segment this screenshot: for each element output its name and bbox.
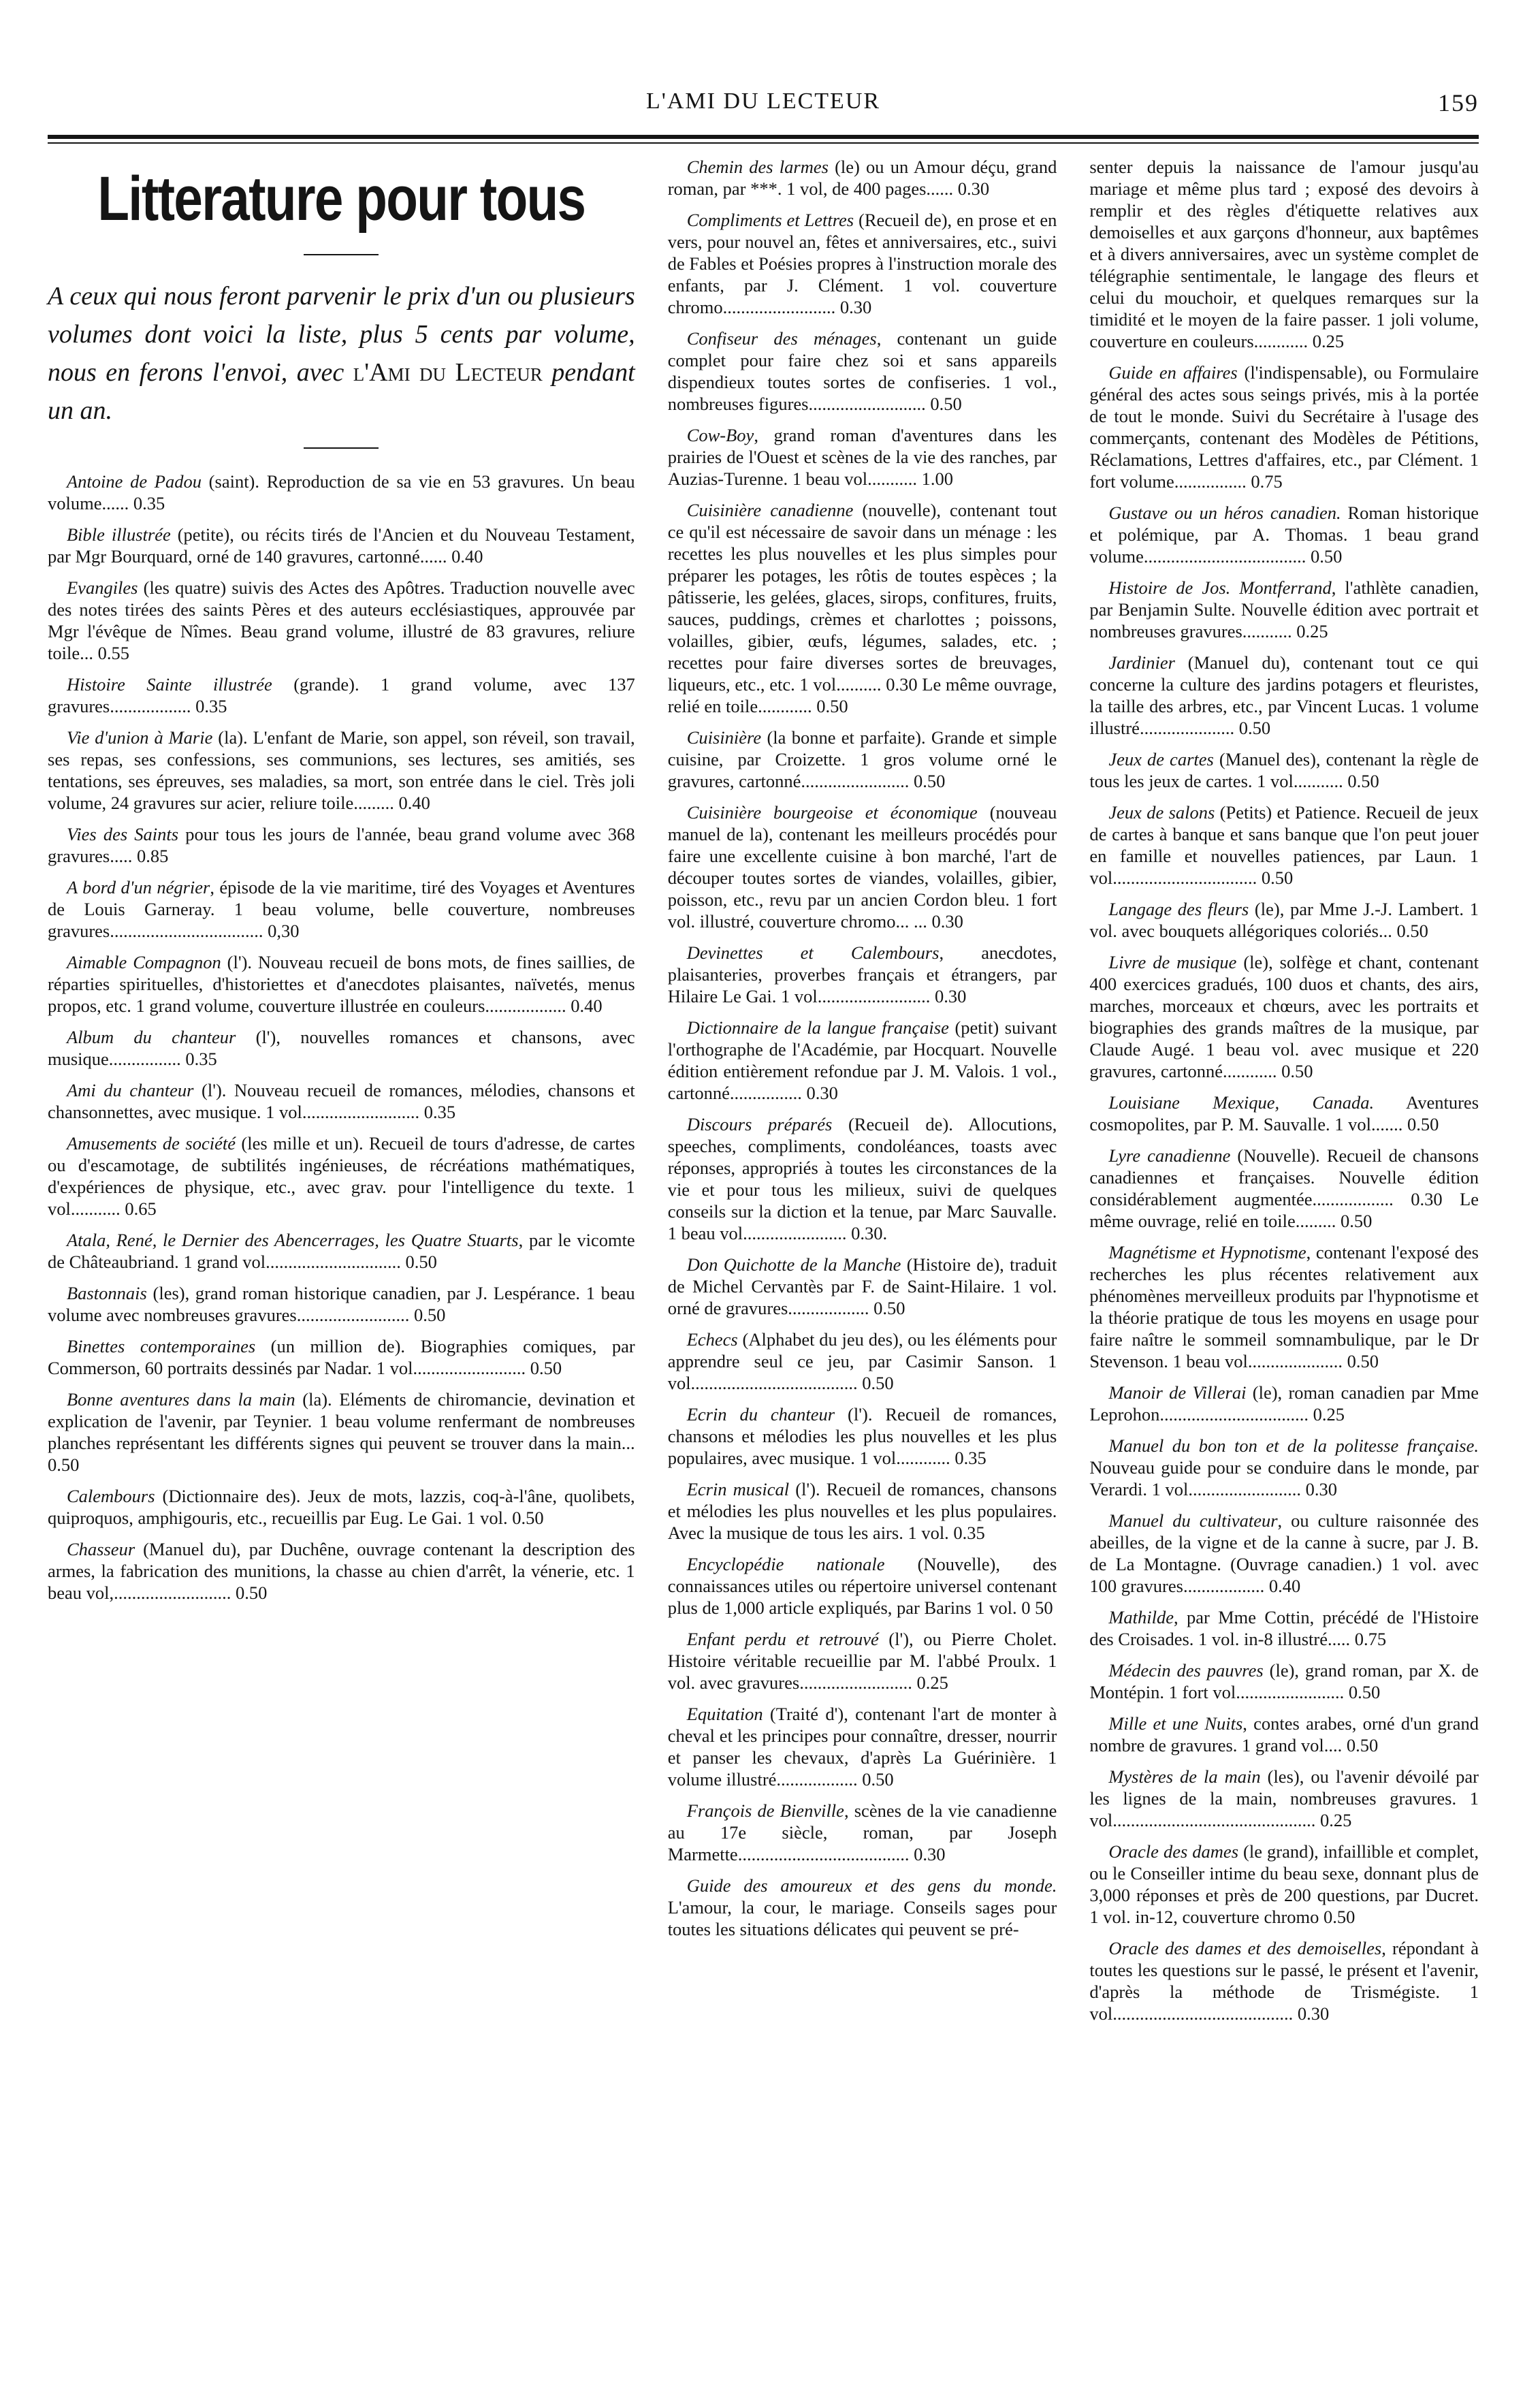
catalog-entry	[668, 1403, 1057, 1469]
catalog-entry	[48, 524, 635, 567]
entry-description: (l'), nouvelles romances et chansons, avec musique................ 0.35	[48, 1027, 635, 1069]
catalog-entry	[48, 727, 635, 814]
entry-list	[1089, 156, 1479, 2024]
catalog-entry	[668, 1254, 1057, 1319]
entry-description: (les quatre) suivis des Actes des Apôtres. Traduction nouvelle avec des notes tirées des saints Pères et des auteurs ecclésiastiques, approuvée par Mgr l'évêque de Nîmes. Beau grand volume, illustré de 83 gravures, reliure toile... 0.55	[48, 577, 635, 663]
entry-title: Oracle des dames	[1108, 1841, 1239, 1862]
catalog-entry	[1089, 1145, 1479, 1232]
entry-description: (le), grand roman, par X. de Montépin. 1 fort vol........................ 0.50	[1089, 1660, 1479, 1702]
catalog-entry	[1089, 898, 1479, 942]
catalog-entry	[48, 577, 635, 664]
entry-description: (les), ou l'avenir dévoilé par les lignes de la main, nombreuses gravures. 1 vol............................................. 0.25	[1089, 1766, 1479, 1830]
entry-title: Guide des amoureux et des gens du monde.	[686, 1875, 1057, 1896]
entry-title: Enfant perdu et retrouvé	[686, 1629, 879, 1649]
catalog-entry	[1089, 801, 1479, 889]
entry-description: , contes arabes, orné d'un grand nombre de gravures. 1 grand vol.... 0.50	[1089, 1713, 1479, 1755]
catalog-entry	[1089, 156, 1479, 352]
entry-title: Louisiane Mexique, Canada.	[1108, 1092, 1375, 1113]
entry-description: (la). L'enfant de Marie, son appel, son réveil, son travail, ses repas, ses confessions, ses communions, ses lectures, ses amitiés, ses tentations, ses épreuves, ses maladies, sa mort, son entrée dans le ciel. Très joli volume, 24 gravures sur acier, reliure toile......... 0.40	[48, 727, 635, 813]
entry-title: Mystères de la main	[1108, 1766, 1261, 1787]
entry-description: (petit) suivant l'orthographe de l'Académie, par Hocquart. Nouvelle édition entièrement refondue par J. M. Valois. 1 vol., cartonné................ 0.30	[667, 1017, 1057, 1103]
catalog-entry	[1089, 1659, 1479, 1703]
entry-description: (l'). Recueil de romances, chansons et mélodies les plus nouvelles et les plus populaires. Avec la musique de tous les airs. 1 vol. 0.35	[667, 1479, 1057, 1543]
catalog-entry	[48, 1132, 635, 1220]
catalog-entry	[48, 1079, 635, 1123]
entry-title: Histoire Sainte illustrée	[67, 674, 272, 695]
entry-description: (les mille et un). Recueil de tours d'adresse, de cartes ou d'escamotage, de subtilités ingénieuses, de récréations mathématiques, d'expériences de physique, etc., avec grav. pour l'intelligence du texte. 1 vol........... 0.65	[48, 1133, 635, 1219]
entry-description: (saint). Reproduction de sa vie en 53 gravures. Un beau volume...... 0.35	[48, 471, 635, 513]
entry-title: Calembours	[67, 1486, 155, 1506]
entry-description: , épisode de la vie maritime, tiré des Voyages et Aventures de Louis Garneray. 1 beau volume, belle couverture, nombreuses gravures.................................. 0,30	[48, 877, 635, 941]
catalog-entry	[48, 951, 635, 1017]
catalog-entry	[1089, 652, 1479, 739]
section-heading: Litterature pour tous	[97, 164, 585, 234]
entry-description: (Nouvelle). Recueil de chansons canadiennes et françaises. Nouvelle édition considérablement augmentée.................. 0.30 Le même ouvrage, relié en toile......... 0.50	[1089, 1145, 1479, 1231]
header-rule-thick	[48, 135, 1479, 139]
page-number: 159	[1438, 89, 1479, 116]
entry-title: Cow-Boy	[686, 425, 754, 445]
entry-title: Discours préparés	[686, 1114, 833, 1134]
entry-title: Cuisinière bourgeoise et économique	[686, 802, 978, 823]
catalog-entry	[1089, 951, 1479, 1082]
entry-title: Mille et une Nuits	[1108, 1713, 1243, 1734]
catalog-entry	[668, 156, 1057, 200]
catalog-entry	[668, 1329, 1057, 1394]
entry-description: , par Mme Cottin, précédé de l'Histoire des Croisades. 1 vol. in-8 illustré..... 0.75	[1089, 1607, 1479, 1649]
catalog-entry	[48, 1335, 635, 1379]
entry-description: (l'), ou Pierre Cholet. Histoire véritable recueillie par M. l'abbé Proulx. 1 vol. avec gravures......................... 0.25	[667, 1629, 1057, 1693]
catalog-entry	[1089, 1841, 1479, 1928]
entry-title: Devinettes et Calembours	[686, 942, 940, 963]
entry-description: (l'). Nouveau recueil de romances, mélodies, chansons et chansonnettes, avec musique. 1 vol.......................... 0.35	[48, 1080, 635, 1122]
catalog-entry	[48, 1282, 635, 1326]
entry-description: Aventures cosmopolites, par P. M. Sauvalle. 1 vol....... 0.50	[1089, 1092, 1479, 1134]
intro-paragraph	[48, 277, 635, 430]
entry-description: (Manuel du), par Duchêne, ouvrage contenant la description des armes, la fabrication des munitions, la chasse au chien d'arrêt, la vénerie, etc. 1 beau vol,.......................... 0.50	[48, 1539, 635, 1603]
entry-title: Langage des fleurs	[1108, 899, 1249, 919]
entry-title: Cuisinière canadienne	[686, 500, 854, 520]
entry-title: Chasseur	[67, 1539, 135, 1559]
entry-title: Livre de musique	[1108, 952, 1237, 972]
entry-description: , scènes de la vie canadienne au 17e siècle, roman, par Joseph Marmette...................................... 0.30	[667, 1800, 1057, 1864]
catalog-entry	[668, 1478, 1057, 1544]
entry-title: Cuisinière	[686, 727, 762, 748]
entry-title: Ami du chanteur	[67, 1080, 194, 1100]
entry-description: (le), solfège et chant, contenant 400 exercices gradués, 100 duos et chants, des airs, marches, morceaux et chœurs, avec les portraits et biographies des grands maîtres de la musique, par Claude Augé. 1 beau vol. avec musique et 220 gravures, cartonné............ 0.50	[1089, 952, 1479, 1081]
catalog-entry	[1089, 1241, 1479, 1372]
entry-title: Jeux de cartes	[1108, 749, 1214, 769]
catalog-entry	[668, 1875, 1057, 1940]
catalog-entry	[668, 1017, 1057, 1104]
entry-list	[48, 471, 635, 1604]
entry-description: (Nouvelle), des connaissances utiles ou répertoire universel contenant plus de 1,000 article expliqués, par Barins 1 vol. 0 50	[667, 1554, 1057, 1618]
entry-title: François de Bienville	[686, 1800, 844, 1821]
catalog-entry	[48, 673, 635, 717]
entry-title: Médecin des pauvres	[1108, 1660, 1264, 1681]
entry-title: A bord d'un négrier	[67, 877, 210, 897]
entry-title: Equitation	[686, 1704, 763, 1724]
catalog-entry	[668, 209, 1057, 318]
article-columns	[48, 156, 1479, 2034]
catalog-entry	[1089, 1510, 1479, 1597]
entry-description: , grand roman d'aventures dans les prairies de l'Ouest et scènes de la vie des ranches, par Auzias-Turenne. 1 beau vol........... 1.00	[667, 425, 1057, 489]
entry-description: (Recueil de). Allocutions, speeches, compliments, condoléances, toasts avec réponses, appropriés à toutes les circonstances de la vie et pour tous les milieux, suivi de quelques conseils sur la diction et la tenue, par Marc Sauvalle. 1 beau vol....................... 0.30.	[667, 1114, 1057, 1243]
catalog-entry	[668, 424, 1057, 490]
intro-end: pendant un an.	[48, 358, 635, 425]
entry-title: Guide en affaires	[1108, 362, 1238, 383]
entry-description: (Recueil de), en prose et en vers, pour nouvel an, fêtes et anniversaires, etc., suivi de Fables et Poésies propres à l'instruction morale des enfants, par J. Clément. 1 vol. couverture chromo......................... 0.30	[667, 210, 1057, 317]
entry-title: Echecs	[686, 1329, 738, 1350]
entry-title: Antoine de Padou	[67, 471, 202, 492]
catalog-entry	[1089, 1766, 1479, 1831]
catalog-entry	[668, 1628, 1057, 1693]
catalog-entry	[1089, 1606, 1479, 1650]
column-3	[1089, 156, 1479, 2034]
entry-description: Roman historique et polémique, par A. Thomas. 1 beau grand volume.................................... 0.50	[1089, 503, 1479, 567]
entry-description: (Histoire de), traduit de Michel Cervantès par F. de Saint-Hilaire. 1 vol. orné de gravures.................. 0.50	[667, 1254, 1057, 1318]
catalog-entry	[1089, 362, 1479, 492]
entry-title: Dictionnaire de la langue française	[686, 1017, 949, 1038]
entry-title: Manoir de Villerai	[1108, 1382, 1247, 1403]
entry-description: (Traité d'), contenant l'art de monter à cheval et les principes pour connaître, dresser, nourrir et panser les chevaux, d'après La Guérinière. 1 volume illustré.................. 0.50	[667, 1704, 1057, 1790]
entry-title: Histoire de Jos. Montferrand	[1108, 577, 1332, 598]
entry-description: pour tous les jours de l'année, beau grand volume avec 368 gravures..... 0.85	[48, 824, 635, 866]
entry-title: Jeux de salons	[1108, 802, 1215, 823]
entry-description: (Manuel du), contenant tout ce qui concerne la culture des jardins potagers et fleuristes, la taille des arbres, etc., par Vincent Lucas. 1 volume illustré..................... 0.50	[1089, 652, 1479, 738]
column-2	[668, 156, 1057, 2034]
entry-title: Mathilde	[1108, 1607, 1174, 1627]
catalog-entry	[668, 1800, 1057, 1865]
entry-title: Vies des Saints	[67, 824, 179, 844]
entry-title: Don Quichotte de la Manche	[686, 1254, 901, 1275]
entry-description: , ou culture raisonnée des abeilles, de la vigne et de la canne à sucre, par J. B. de La Montagne. (Ouvrage canadien.) 1 vol. avec 100 gravures.................. 0.40	[1089, 1510, 1479, 1596]
entry-title: Amusements de société	[67, 1133, 236, 1154]
entry-title: Bible illustrée	[67, 524, 171, 545]
catalog-entry	[48, 823, 635, 867]
entry-description: (nouveau manuel de la), contenant les meilleurs procédés pour faire une excellente cuisine à bon marché, l'art de découper toutes sortes de viandes, volailles, gibier, poisson, etc., revu par un ancien Cordon bleu. 1 fort vol. illustré, couverture chromo... ... 0.30	[667, 802, 1057, 932]
intro-text: A ceux qui nous feront parvenir le prix d'un ou plusieurs volumes dont voici la liste, plus 5 cents par volume, nous en ferons l'envoi, avec	[48, 282, 635, 387]
catalog-entry	[1089, 502, 1479, 567]
catalog-entry	[1089, 1713, 1479, 1756]
catalog-entry	[1089, 748, 1479, 792]
entry-title: Lyre canadienne	[1108, 1145, 1231, 1166]
entry-title: Confiseur des ménages	[686, 328, 877, 349]
entry-title: Vie d'union à Marie	[67, 727, 213, 748]
catalog-entry	[48, 1485, 635, 1529]
entry-description: (le grand), infaillible et complet, ou le Conseiller intime du beau sexe, donnant plus de 3,000 réponses et près de 200 questions, par Ducret. 1 vol. in-12, couverture chromo 0.50	[1089, 1841, 1479, 1927]
catalog-entry	[668, 727, 1057, 792]
header-rule	[48, 135, 1479, 144]
entry-title: Atala, René, le Dernier des Abencerrages, les Quatre Stuarts	[67, 1230, 519, 1250]
entry-description: (un million de). Biographies comiques, par Commerson, 60 portraits dessinés par Nadar. 1 vol......................... 0.50	[48, 1336, 635, 1378]
entry-description: (la bonne et parfaite). Grande et simple cuisine, par Croizette. 1 gros volume orné le gravures, cartonné........................ 0.50	[667, 727, 1057, 791]
entry-title: Aimable Compagnon	[67, 952, 221, 972]
running-head	[48, 82, 1479, 129]
entry-title: Chemin des larmes	[686, 157, 829, 177]
entry-description: (Manuel des), contenant la règle de tous les jeux de cartes. 1 vol........... 0.50	[1089, 749, 1479, 791]
catalog-entry	[1089, 1937, 1479, 2024]
entry-title: Bastonnais	[67, 1283, 147, 1303]
journal-title: L'AMI DU LECTEUR	[645, 89, 881, 114]
catalog-entry	[48, 876, 635, 942]
entry-title: Bonne aventures dans la main	[67, 1389, 295, 1410]
entry-description: Nouveau guide pour se conduire dans le monde, par Verardi. 1 vol......................... 0.30	[1089, 1457, 1479, 1499]
catalog-entry	[668, 801, 1057, 932]
entry-description: (l'indispensable), ou Formulaire général des actes sous seings privés, mis à la portée de tout le monde. Suivi du Secrétaire à l'usage des commerçants, contenant des Modèles de Pétitions, Réclamations, Lettres d'affaires, etc., par Clément. 1 fort volume................ 0.75	[1089, 362, 1479, 492]
journal-name-smallcaps: l'Ami du Lecteur	[353, 358, 543, 387]
catalog-entry	[48, 1388, 635, 1476]
entry-list	[668, 156, 1057, 1940]
entry-title: Jardinier	[1108, 652, 1175, 673]
entry-title: Manuel du bon ton et de la politesse française.	[1108, 1435, 1479, 1456]
catalog-entry	[48, 471, 635, 514]
entry-title: Encyclopédie nationale	[686, 1554, 885, 1574]
entry-title: Binettes contemporaines	[67, 1336, 256, 1356]
entry-description: (le), par Mme J.-J. Lambert. 1 vol. avec bouquets allégoriques coloriés... 0.50	[1089, 899, 1479, 941]
entry-description: (l'). Nouveau recueil de bons mots, de fines saillies, de réparties spirituelles, d'historiettes et d'anecdotes plaisantes, naïvetés, menus propos, etc. 1 grand volume, couverture illustrée en couleurs.................. 0.40	[48, 952, 635, 1016]
entry-title: Manuel du cultivateur	[1108, 1510, 1278, 1531]
entry-description: (nouvelle), contenant tout ce qu'il est nécessaire de savoir dans un ménage : les recettes les plus nouvelles et les plus simples pour préparer les potages, les rôtis de toutes espèces ; la pâtisserie, les gelées, glaces, sirops, confitures, fruits, sauces, puddings, crèmes et charlottes ; poissons, volailles, gibier, œufs, légumes, salades, etc. ; recettes pour faire diverses sortes de breuvages, liqueurs, etc., etc. 1 vol.......... 0.30 Le même ouvrage, relié en toile............ 0.50	[667, 500, 1057, 716]
entry-title: Album du chanteur	[67, 1027, 236, 1047]
catalog-entry	[668, 1553, 1057, 1619]
intro-rule	[304, 447, 379, 449]
entry-description: (Alphabet du jeu des), ou les éléments pour apprendre seul ce jeu, par Casimir Sanson. 1 vol..................................... 0.50	[667, 1329, 1057, 1393]
entry-description: (les), grand roman historique canadien, par J. Lespérance. 1 beau volume avec nombreuses gravures......................... 0.50	[48, 1283, 635, 1325]
entry-description: , contenant un guide complet pour faire chez soi et sans appareils dispendieux toutes sortes de confiseries. 1 vol., nombreuses figures.......................... 0.50	[667, 328, 1057, 414]
catalog-entry	[668, 1113, 1057, 1244]
entry-description: , l'athlète canadien, par Benjamin Sulte. Nouvelle édition avec portrait et nombreuses gravures........... 0.25	[1089, 577, 1479, 641]
entry-description: , contenant l'exposé des recherches les plus récentes relativement aux phénomènes merveilleux produits par l'hypnotisme et la théorie pratique de tous les moyens en usage pour faire naître le sommeil somnambulique, par le Dr Stevenson. 1 beau vol..................... 0.50	[1089, 1242, 1479, 1371]
catalog-entry	[668, 328, 1057, 415]
entry-description: (Petits) et Patience. Recueil de jeux de cartes à banque et sans banque que l'on peut jouer en famille et nouvelles patiences, par Laun. 1 vol................................ 0.50	[1089, 802, 1479, 888]
entry-title: Oracle des dames et des demoiselles	[1108, 1938, 1382, 1958]
heading-rule	[304, 254, 379, 255]
header-rule-thin	[48, 142, 1479, 144]
entry-description: (Dictionnaire des). Jeux de mots, lazzis, coq-à-l'âne, quolibets, quiproquos, amphigouris, etc., recueillis par Eug. Le Gai. 1 vol. 0.50	[48, 1486, 635, 1528]
catalog-entry	[668, 942, 1057, 1007]
catalog-entry	[48, 1026, 635, 1070]
catalog-entry	[1089, 1092, 1479, 1135]
entry-title: Ecrin du chanteur	[686, 1404, 835, 1425]
catalog-entry	[48, 1229, 635, 1273]
catalog-entry	[668, 499, 1057, 717]
catalog-entry	[668, 1703, 1057, 1790]
entry-description: (le) ou un Amour déçu, grand roman, par ***. 1 vol, de 400 pages...... 0.30	[667, 157, 1057, 199]
entry-description: , par le vicomte de Châteaubriand. 1 grand vol.............................. 0.50	[48, 1230, 635, 1272]
entry-description: (petite), ou récits tirés de l'Ancien et du Nouveau Testament, par Mgr Bourquard, orné de 140 gravures, cartonné...... 0.40	[48, 524, 635, 567]
catalog-entry	[48, 1538, 635, 1604]
catalog-entry	[1089, 1435, 1479, 1500]
entry-description: , répondant à toutes les questions sur le passé, le présent et l'avenir, d'après la méthode de Trismégiste. 1 vol........................................ 0.30	[1089, 1938, 1479, 2024]
entry-description: (grande). 1 grand volume, avec 137 gravures.................. 0.35	[48, 674, 635, 716]
entry-description: (la). Eléments de chiromancie, devination et explication de l'avenir, par Teynier. 1 beau volume renfermant de nombreuses planches représentant les différents signes qui peuvent se trouver dans la main... 0.50	[48, 1389, 635, 1475]
entry-description: , anecdotes, plaisanteries, proverbes français et étrangers, par Hilaire Le Gai. 1 vol......................... 0.30	[667, 942, 1057, 1006]
column-1	[48, 156, 635, 2034]
entry-title: Gustave ou un héros canadien.	[1108, 503, 1341, 523]
entry-title: Compliments et Lettres	[686, 210, 854, 230]
entry-title: Magnétisme et Hypnotisme	[1108, 1242, 1306, 1262]
entry-description: (l'). Recueil de romances, chansons et mélodies les plus nouvelles et les plus populaires, avec musique. 1 vol............ 0.35	[667, 1404, 1057, 1468]
catalog-entry	[1089, 1382, 1479, 1425]
entry-description: L'amour, la cour, le mariage. Conseils sages pour toutes les situations délicates qui peuvent se pré-	[667, 1897, 1057, 1939]
entry-description: senter depuis la naissance de l'amour jusqu'au mariage et même plus tard ; exposé des devoirs à remplir et des règles d'étiquette relatives aux demoiselles et aux garçons d'honneur, aux baptêmes et à divers anniversaires, avec un système complet de télégraphie sentimentale, le langage des fleurs et celui du mouchoir, et quelques remarques sur la timidité et le moyen de la faire passer. 1 joli volume, couverture en couleurs............ 0.25	[1089, 157, 1479, 351]
catalog-entry	[1089, 577, 1479, 642]
entry-description: (le), roman canadien par Mme Leprohon................................. 0.25	[1089, 1382, 1479, 1425]
entry-title: Ecrin musical	[686, 1479, 790, 1499]
entry-title: Evangiles	[67, 577, 138, 598]
